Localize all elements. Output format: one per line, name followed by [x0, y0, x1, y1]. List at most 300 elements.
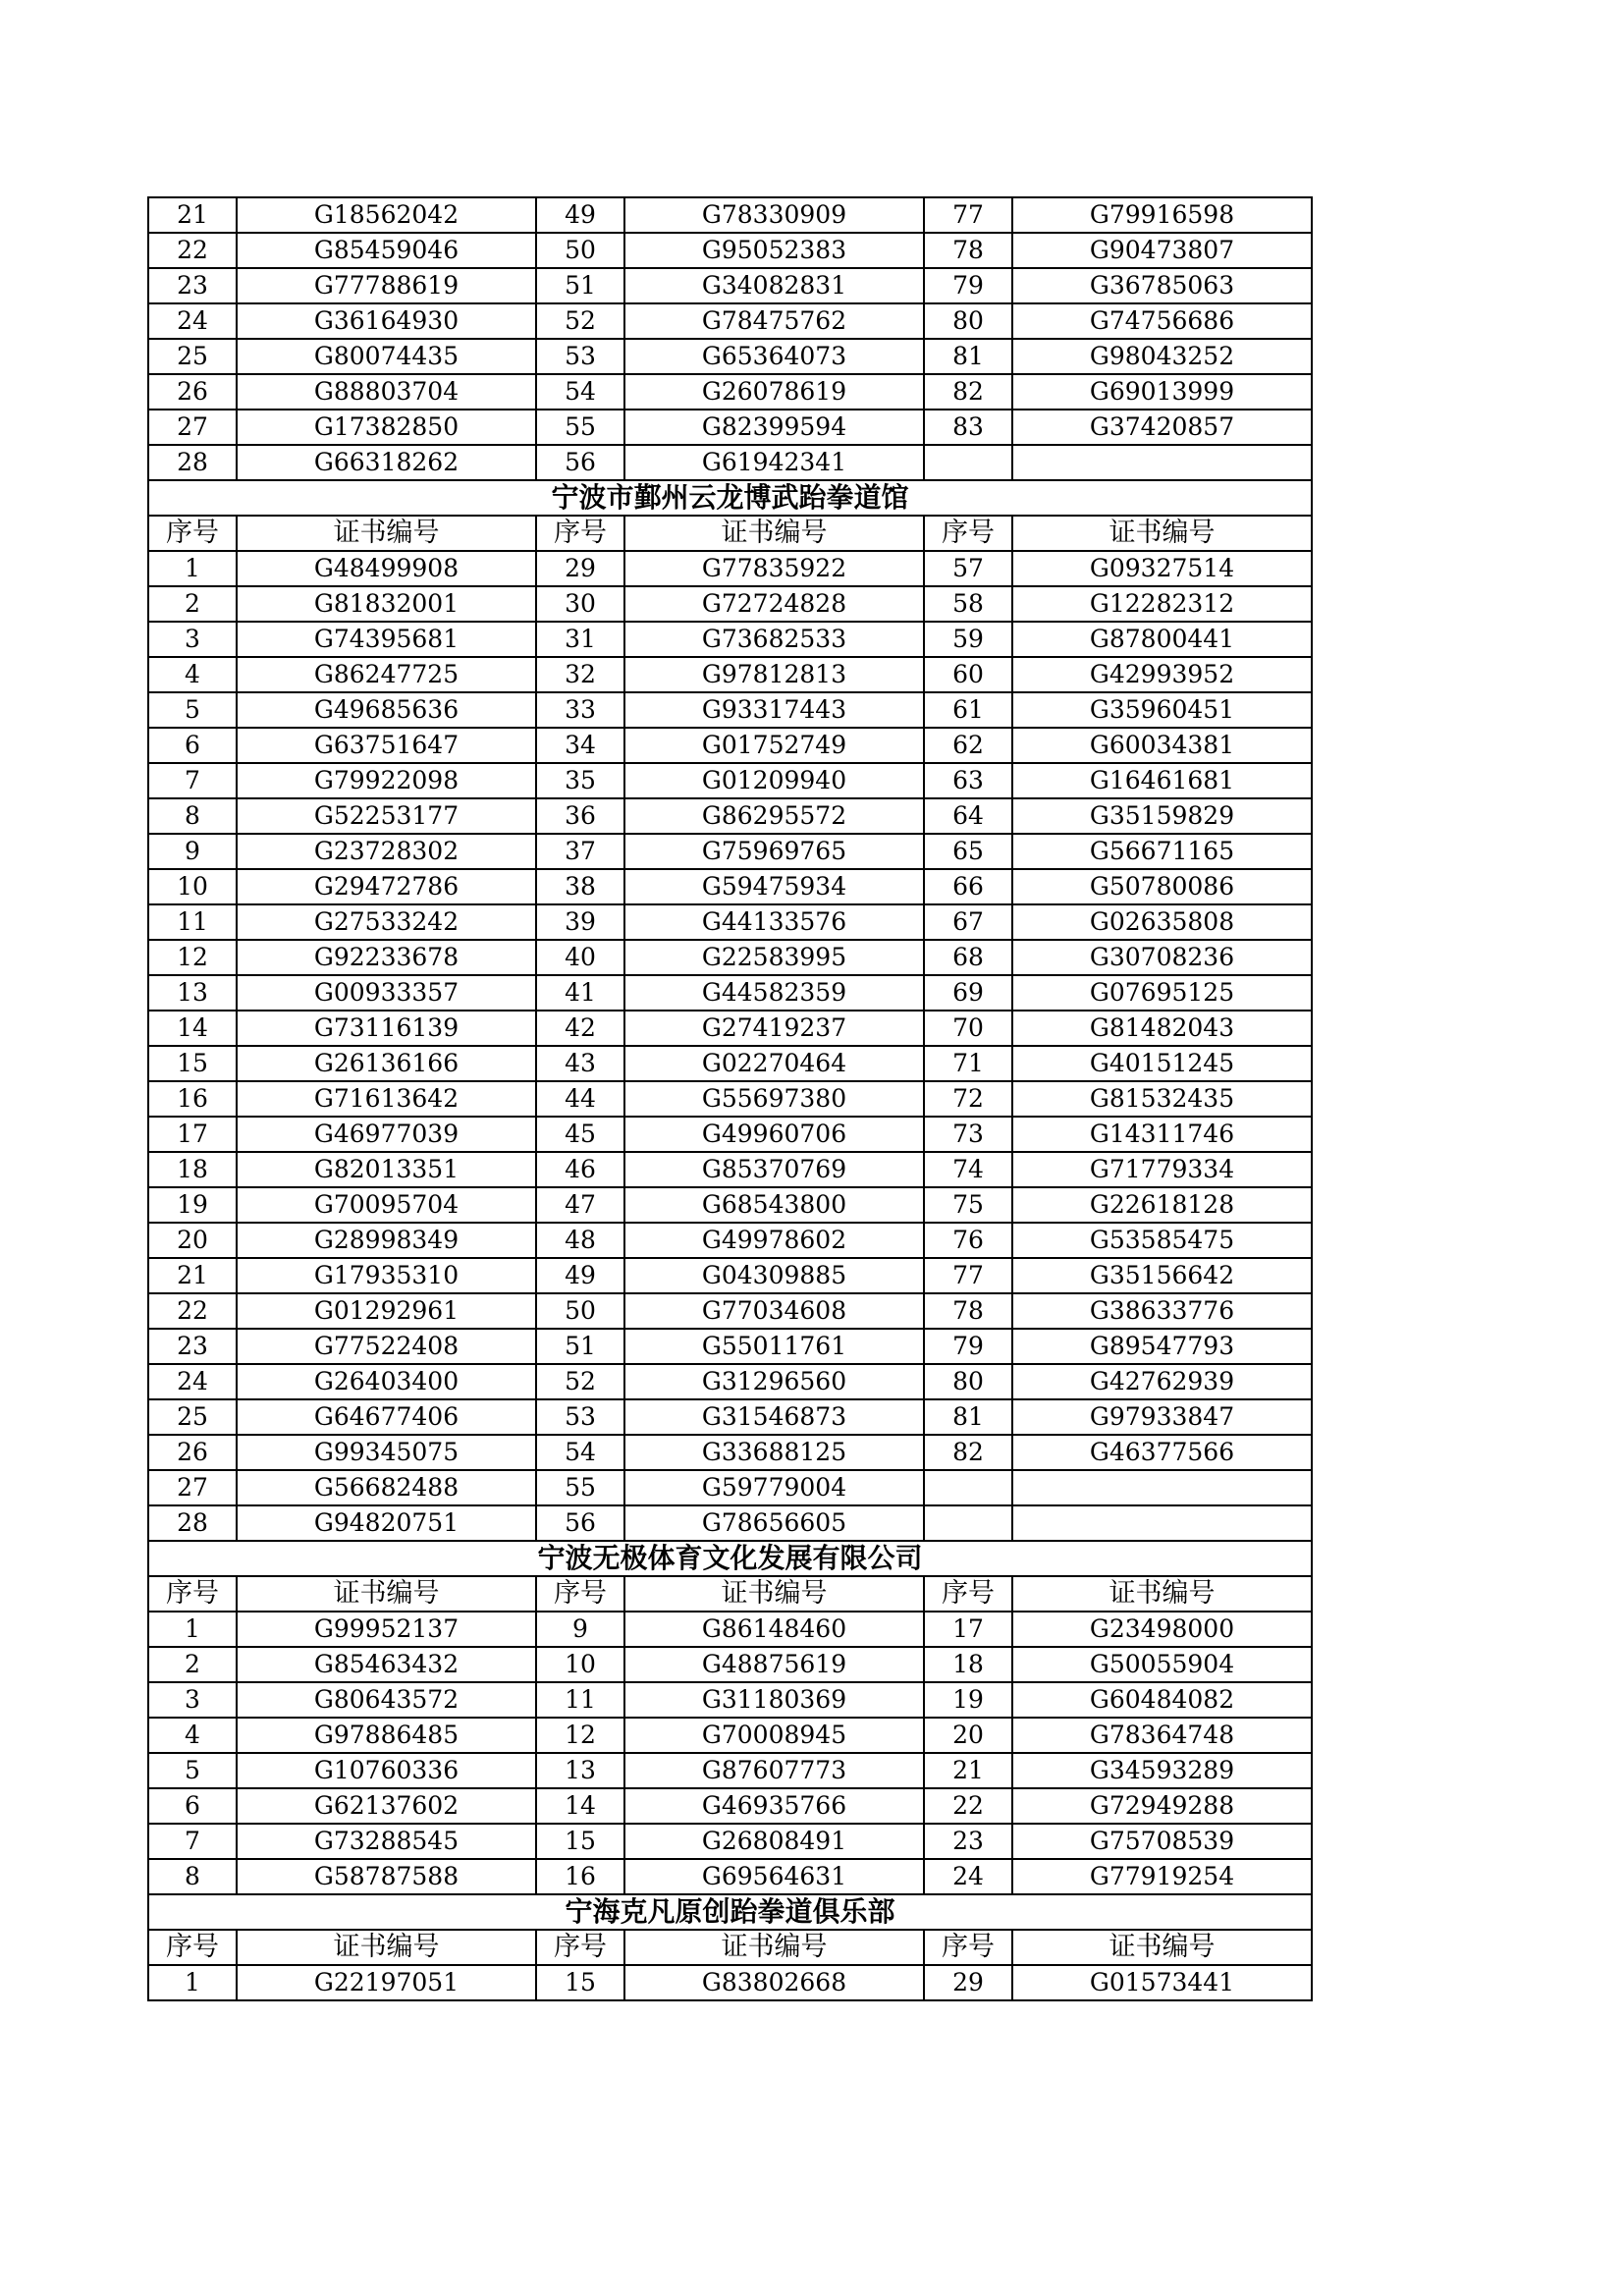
seq-cell: 55 — [536, 1470, 624, 1505]
seq-cell: 12 — [148, 940, 237, 975]
seq-cell: 13 — [148, 975, 237, 1011]
cert-number-cell: G62137602 — [237, 1788, 536, 1824]
seq-cell: 77 — [924, 1258, 1012, 1293]
header-cert: 证书编号 — [624, 1576, 924, 1612]
seq-cell: 21 — [148, 1258, 237, 1293]
seq-cell: 24 — [924, 1859, 1012, 1894]
cert-number-cell: G22197051 — [237, 1965, 536, 2000]
cert-number-cell: G72724828 — [624, 586, 924, 622]
cert-number-cell: G35156642 — [1012, 1258, 1312, 1293]
header-seq: 序号 — [148, 1930, 237, 1965]
table-row — [148, 1329, 1312, 1364]
cert-number-cell: G70008945 — [624, 1718, 924, 1753]
seq-cell: 44 — [536, 1081, 624, 1117]
header-cert: 证书编号 — [624, 516, 924, 551]
seq-cell: 47 — [536, 1187, 624, 1223]
table-row — [148, 1399, 1312, 1435]
table-row — [148, 1046, 1312, 1081]
seq-cell: 53 — [536, 1399, 624, 1435]
cert-number-cell: G53585475 — [1012, 1223, 1312, 1258]
seq-cell: 8 — [148, 798, 237, 834]
cert-number-cell: G97933847 — [1012, 1399, 1312, 1435]
cert-number-cell: G71779334 — [1012, 1152, 1312, 1187]
cert-number-cell: G81832001 — [237, 586, 536, 622]
seq-cell: 80 — [924, 1364, 1012, 1399]
column-header-row — [148, 1576, 1312, 1612]
cert-number-cell: G82013351 — [237, 1152, 536, 1187]
seq-cell: 49 — [536, 197, 624, 233]
cert-number-cell: G95052383 — [624, 233, 924, 268]
seq-cell: 56 — [536, 1505, 624, 1541]
seq-cell: 63 — [924, 763, 1012, 798]
column-header-row — [148, 516, 1312, 551]
seq-cell: 81 — [924, 1399, 1012, 1435]
table-row — [148, 303, 1312, 339]
seq-cell: 14 — [536, 1788, 624, 1824]
cert-number-cell: G93317443 — [624, 692, 924, 728]
cert-number-cell: G92233678 — [237, 940, 536, 975]
seq-cell: 78 — [924, 1293, 1012, 1329]
cert-number-cell: G65364073 — [624, 339, 924, 374]
section-title: 宁海克凡原创跆拳道俱乐部 — [148, 1894, 1312, 1930]
seq-cell: 34 — [536, 728, 624, 763]
cert-number-cell: G59779004 — [624, 1470, 924, 1505]
seq-cell: 79 — [924, 268, 1012, 303]
cert-number-cell: G78475762 — [624, 303, 924, 339]
cert-number-cell: G70095704 — [237, 1187, 536, 1223]
cert-number-cell: G60034381 — [1012, 728, 1312, 763]
seq-cell: 50 — [536, 233, 624, 268]
seq-cell: 55 — [536, 410, 624, 445]
seq-cell: 62 — [924, 728, 1012, 763]
cert-number-cell: G28998349 — [237, 1223, 536, 1258]
table-row — [148, 1081, 1312, 1117]
table-row — [148, 1187, 1312, 1223]
seq-cell: 51 — [536, 268, 624, 303]
cert-number-cell: G29472786 — [237, 869, 536, 904]
seq-cell: 46 — [536, 1152, 624, 1187]
cert-number-cell: G73116139 — [237, 1011, 536, 1046]
cert-number-cell: G26403400 — [237, 1364, 536, 1399]
seq-cell: 58 — [924, 586, 1012, 622]
table-row — [148, 1223, 1312, 1258]
cert-number-cell: G38633776 — [1012, 1293, 1312, 1329]
header-cert: 证书编号 — [237, 516, 536, 551]
cert-number-cell: G26808491 — [624, 1824, 924, 1859]
certificate-table-body — [148, 197, 1312, 2000]
cert-number-cell: G79922098 — [237, 763, 536, 798]
cert-number-cell: G86148460 — [624, 1612, 924, 1647]
cert-number-cell: G77919254 — [1012, 1859, 1312, 1894]
seq-cell: 11 — [148, 904, 237, 940]
seq-cell: 18 — [148, 1152, 237, 1187]
cert-number-cell: G40151245 — [1012, 1046, 1312, 1081]
cert-number-cell: G34593289 — [1012, 1753, 1312, 1788]
seq-cell: 15 — [148, 1046, 237, 1081]
seq-cell: 71 — [924, 1046, 1012, 1081]
cert-number-cell: G73682533 — [624, 622, 924, 657]
table-row — [148, 339, 1312, 374]
table-row — [148, 869, 1312, 904]
cert-number-cell: G68543800 — [624, 1187, 924, 1223]
cert-number-cell: G74395681 — [237, 622, 536, 657]
header-cert: 证书编号 — [1012, 1576, 1312, 1612]
cert-number-cell: G55011761 — [624, 1329, 924, 1364]
cert-number-cell: G56682488 — [237, 1470, 536, 1505]
seq-cell: 52 — [536, 1364, 624, 1399]
cert-number-cell: G63751647 — [237, 728, 536, 763]
seq-cell: 2 — [148, 586, 237, 622]
seq-cell: 67 — [924, 904, 1012, 940]
cert-number-cell: G01752749 — [624, 728, 924, 763]
cert-number-cell: G31180369 — [624, 1682, 924, 1718]
seq-cell: 22 — [148, 233, 237, 268]
cert-number-cell: G27533242 — [237, 904, 536, 940]
cert-number-cell: G85459046 — [237, 233, 536, 268]
table-row — [148, 1682, 1312, 1718]
table-row — [148, 622, 1312, 657]
seq-cell: 10 — [148, 869, 237, 904]
seq-cell: 17 — [924, 1612, 1012, 1647]
table-row — [148, 1505, 1312, 1541]
cert-number-cell: G99952137 — [237, 1612, 536, 1647]
seq-cell: 45 — [536, 1117, 624, 1152]
seq-cell: 6 — [148, 1788, 237, 1824]
seq-cell: 74 — [924, 1152, 1012, 1187]
cert-number-cell: G35960451 — [1012, 692, 1312, 728]
table-row — [148, 1965, 1312, 2000]
cert-number-cell: G77788619 — [237, 268, 536, 303]
cert-number-cell: G23498000 — [1012, 1612, 1312, 1647]
seq-cell: 21 — [924, 1753, 1012, 1788]
seq-cell: 19 — [924, 1682, 1012, 1718]
cert-number-cell: G75969765 — [624, 834, 924, 869]
table-row — [148, 940, 1312, 975]
seq-cell: 23 — [148, 1329, 237, 1364]
seq-cell: 40 — [536, 940, 624, 975]
cert-number-cell: G31296560 — [624, 1364, 924, 1399]
seq-cell: 1 — [148, 551, 237, 586]
cert-number-cell: G35159829 — [1012, 798, 1312, 834]
cert-number-cell: G77522408 — [237, 1329, 536, 1364]
seq-cell: 26 — [148, 1435, 237, 1470]
header-seq: 序号 — [924, 1930, 1012, 1965]
seq-cell: 64 — [924, 798, 1012, 834]
table-row — [148, 1152, 1312, 1187]
seq-cell: 9 — [536, 1612, 624, 1647]
cert-number-cell: G48499908 — [237, 551, 536, 586]
seq-cell: 39 — [536, 904, 624, 940]
cert-number-cell: G74756686 — [1012, 303, 1312, 339]
cert-number-cell: G69564631 — [624, 1859, 924, 1894]
cert-number-cell: G17935310 — [237, 1258, 536, 1293]
seq-cell: 82 — [924, 1435, 1012, 1470]
cert-number-cell: G49685636 — [237, 692, 536, 728]
cert-number-cell: G50055904 — [1012, 1647, 1312, 1682]
table-row — [148, 657, 1312, 692]
seq-cell: 30 — [536, 586, 624, 622]
seq-cell: 5 — [148, 1753, 237, 1788]
seq-cell: 69 — [924, 975, 1012, 1011]
seq-cell: 61 — [924, 692, 1012, 728]
seq-cell: 25 — [148, 1399, 237, 1435]
seq-cell: 16 — [536, 1859, 624, 1894]
seq-cell: 29 — [924, 1965, 1012, 2000]
seq-cell: 13 — [536, 1753, 624, 1788]
seq-cell: 25 — [148, 339, 237, 374]
seq-cell: 32 — [536, 657, 624, 692]
table-row — [148, 445, 1312, 480]
cert-number-cell: G99345075 — [237, 1435, 536, 1470]
seq-cell: 43 — [536, 1046, 624, 1081]
seq-cell: 49 — [536, 1258, 624, 1293]
seq-cell: 60 — [924, 657, 1012, 692]
table-row — [148, 728, 1312, 763]
table-row — [148, 586, 1312, 622]
seq-cell: 77 — [924, 197, 1012, 233]
cert-number-cell: G72949288 — [1012, 1788, 1312, 1824]
cert-number-cell: G46977039 — [237, 1117, 536, 1152]
cert-number-cell: G36164930 — [237, 303, 536, 339]
seq-cell: 15 — [536, 1965, 624, 2000]
cert-number-cell: G59475934 — [624, 869, 924, 904]
header-cert: 证书编号 — [1012, 1930, 1312, 1965]
cert-number-cell: G01209940 — [624, 763, 924, 798]
cert-number-cell: G34082831 — [624, 268, 924, 303]
seq-cell: 29 — [536, 551, 624, 586]
seq-cell: 19 — [148, 1187, 237, 1223]
table-row — [148, 1011, 1312, 1046]
cert-number-cell: G80074435 — [237, 339, 536, 374]
header-cert: 证书编号 — [237, 1576, 536, 1612]
table-row — [148, 1435, 1312, 1470]
seq-cell: 28 — [148, 1505, 237, 1541]
cert-number-cell: G22618128 — [1012, 1187, 1312, 1223]
cert-number-cell: G66318262 — [237, 445, 536, 480]
seq-cell: 17 — [148, 1117, 237, 1152]
seq-cell: 11 — [536, 1682, 624, 1718]
seq-cell — [924, 1470, 1012, 1505]
cert-number-cell: G85370769 — [624, 1152, 924, 1187]
cert-number-cell: G44582359 — [624, 975, 924, 1011]
cert-number-cell — [1012, 1505, 1312, 1541]
seq-cell: 28 — [148, 445, 237, 480]
section-title: 宁波无极体育文化发展有限公司 — [148, 1541, 1312, 1576]
cert-number-cell: G77034608 — [624, 1293, 924, 1329]
seq-cell: 7 — [148, 1824, 237, 1859]
table-row — [148, 1612, 1312, 1647]
table-row — [148, 197, 1312, 233]
cert-number-cell: G82399594 — [624, 410, 924, 445]
seq-cell: 33 — [536, 692, 624, 728]
cert-number-cell: G85463432 — [237, 1647, 536, 1682]
cert-number-cell: G98043252 — [1012, 339, 1312, 374]
seq-cell — [924, 445, 1012, 480]
cert-number-cell — [1012, 445, 1312, 480]
seq-cell: 24 — [148, 1364, 237, 1399]
cert-number-cell: G44133576 — [624, 904, 924, 940]
seq-cell: 65 — [924, 834, 1012, 869]
seq-cell: 38 — [536, 869, 624, 904]
cert-number-cell: G22583995 — [624, 940, 924, 975]
cert-number-cell: G42993952 — [1012, 657, 1312, 692]
table-row — [148, 1788, 1312, 1824]
cert-number-cell: G52253177 — [237, 798, 536, 834]
seq-cell: 3 — [148, 622, 237, 657]
cert-number-cell: G88803704 — [237, 374, 536, 410]
table-row — [148, 798, 1312, 834]
cert-number-cell: G81482043 — [1012, 1011, 1312, 1046]
table-row — [148, 1824, 1312, 1859]
seq-cell: 26 — [148, 374, 237, 410]
seq-cell: 18 — [924, 1647, 1012, 1682]
cert-number-cell: G64677406 — [237, 1399, 536, 1435]
cert-number-cell: G01573441 — [1012, 1965, 1312, 2000]
header-seq: 序号 — [536, 516, 624, 551]
seq-cell: 54 — [536, 374, 624, 410]
header-seq: 序号 — [924, 516, 1012, 551]
column-header-row — [148, 1930, 1312, 1965]
seq-cell: 66 — [924, 869, 1012, 904]
table-row — [148, 763, 1312, 798]
seq-cell: 76 — [924, 1223, 1012, 1258]
seq-cell: 9 — [148, 834, 237, 869]
header-seq: 序号 — [148, 516, 237, 551]
cert-number-cell: G71613642 — [237, 1081, 536, 1117]
seq-cell: 24 — [148, 303, 237, 339]
header-cert: 证书编号 — [624, 1930, 924, 1965]
cert-number-cell: G58787588 — [237, 1859, 536, 1894]
cert-number-cell: G50780086 — [1012, 869, 1312, 904]
cert-number-cell: G56671165 — [1012, 834, 1312, 869]
seq-cell: 80 — [924, 303, 1012, 339]
seq-cell: 21 — [148, 197, 237, 233]
seq-cell: 14 — [148, 1011, 237, 1046]
cert-number-cell: G78656605 — [624, 1505, 924, 1541]
cert-number-cell: G90473807 — [1012, 233, 1312, 268]
header-cert: 证书编号 — [1012, 516, 1312, 551]
seq-cell: 68 — [924, 940, 1012, 975]
cert-number-cell: G02270464 — [624, 1046, 924, 1081]
cert-number-cell: G26136166 — [237, 1046, 536, 1081]
cert-number-cell: G17382850 — [237, 410, 536, 445]
seq-cell: 27 — [148, 410, 237, 445]
cert-number-cell: G27419237 — [624, 1011, 924, 1046]
seq-cell: 20 — [148, 1223, 237, 1258]
header-seq: 序号 — [148, 1576, 237, 1612]
seq-cell: 22 — [148, 1293, 237, 1329]
seq-cell: 20 — [924, 1718, 1012, 1753]
seq-cell: 35 — [536, 763, 624, 798]
seq-cell: 70 — [924, 1011, 1012, 1046]
table-row — [148, 233, 1312, 268]
cert-number-cell: G80643572 — [237, 1682, 536, 1718]
cert-number-cell: G04309885 — [624, 1258, 924, 1293]
table-row — [148, 1647, 1312, 1682]
cert-number-cell: G16461681 — [1012, 763, 1312, 798]
cert-number-cell — [1012, 1470, 1312, 1505]
seq-cell: 37 — [536, 834, 624, 869]
table-row — [148, 1258, 1312, 1293]
cert-number-cell: G97886485 — [237, 1718, 536, 1753]
certificate-table — [147, 196, 1313, 2001]
cert-number-cell: G48875619 — [624, 1647, 924, 1682]
seq-cell: 12 — [536, 1718, 624, 1753]
cert-number-cell: G09327514 — [1012, 551, 1312, 586]
seq-cell: 23 — [924, 1824, 1012, 1859]
section-title-row — [148, 1541, 1312, 1576]
header-seq: 序号 — [536, 1930, 624, 1965]
cert-number-cell: G87800441 — [1012, 622, 1312, 657]
cert-number-cell: G89547793 — [1012, 1329, 1312, 1364]
cert-number-cell: G12282312 — [1012, 586, 1312, 622]
seq-cell: 4 — [148, 1718, 237, 1753]
seq-cell: 42 — [536, 1011, 624, 1046]
seq-cell: 15 — [536, 1824, 624, 1859]
seq-cell: 82 — [924, 374, 1012, 410]
cert-number-cell: G94820751 — [237, 1505, 536, 1541]
cert-number-cell: G18562042 — [237, 197, 536, 233]
seq-cell: 4 — [148, 657, 237, 692]
seq-cell: 57 — [924, 551, 1012, 586]
seq-cell: 75 — [924, 1187, 1012, 1223]
cert-number-cell: G78364748 — [1012, 1718, 1312, 1753]
section-title-row — [148, 1894, 1312, 1930]
cert-number-cell: G60484082 — [1012, 1682, 1312, 1718]
header-cert: 证书编号 — [237, 1930, 536, 1965]
cert-number-cell: G77835922 — [624, 551, 924, 586]
table-row — [148, 904, 1312, 940]
seq-cell: 59 — [924, 622, 1012, 657]
seq-cell: 7 — [148, 763, 237, 798]
cert-number-cell: G30708236 — [1012, 940, 1312, 975]
cert-number-cell: G31546873 — [624, 1399, 924, 1435]
seq-cell: 73 — [924, 1117, 1012, 1152]
cert-number-cell: G36785063 — [1012, 268, 1312, 303]
seq-cell: 5 — [148, 692, 237, 728]
cert-number-cell: G75708539 — [1012, 1824, 1312, 1859]
seq-cell: 23 — [148, 268, 237, 303]
cert-number-cell: G07695125 — [1012, 975, 1312, 1011]
cert-number-cell: G61942341 — [624, 445, 924, 480]
seq-cell: 83 — [924, 410, 1012, 445]
table-row — [148, 410, 1312, 445]
cert-number-cell: G33688125 — [624, 1435, 924, 1470]
cert-number-cell: G49960706 — [624, 1117, 924, 1152]
seq-cell: 10 — [536, 1647, 624, 1682]
seq-cell: 51 — [536, 1329, 624, 1364]
table-row — [148, 1117, 1312, 1152]
cert-number-cell: G78330909 — [624, 197, 924, 233]
cert-number-cell: G79916598 — [1012, 197, 1312, 233]
seq-cell: 48 — [536, 1223, 624, 1258]
cert-number-cell: G01292961 — [237, 1293, 536, 1329]
seq-cell: 36 — [536, 798, 624, 834]
cert-number-cell: G49978602 — [624, 1223, 924, 1258]
seq-cell: 56 — [536, 445, 624, 480]
seq-cell: 41 — [536, 975, 624, 1011]
seq-cell: 27 — [148, 1470, 237, 1505]
table-row — [148, 692, 1312, 728]
section-title-row — [148, 480, 1312, 516]
table-row — [148, 1859, 1312, 1894]
cert-number-cell: G10760336 — [237, 1753, 536, 1788]
cert-number-cell: G26078619 — [624, 374, 924, 410]
cert-number-cell: G73288545 — [237, 1824, 536, 1859]
table-row — [148, 551, 1312, 586]
seq-cell: 22 — [924, 1788, 1012, 1824]
section-title: 宁波市鄞州云龙博武跆拳道馆 — [148, 480, 1312, 516]
